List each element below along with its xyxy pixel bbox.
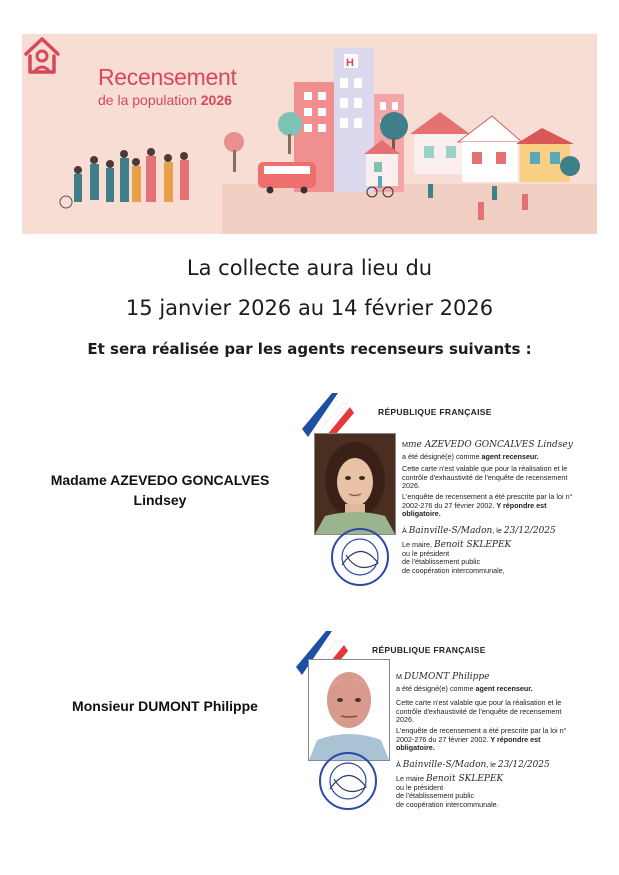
card-mayor: Le maire, Benoit SKLEPEK ou le président de l'établissement public de coopération intercommunale, bbox=[402, 540, 512, 575]
card-name-line: M DUMONT Philippe bbox=[396, 672, 490, 682]
collection-intro: La collecte aura lieu du bbox=[186, 256, 433, 280]
agent-photo bbox=[308, 659, 390, 761]
logo-year: 2026 bbox=[200, 92, 232, 108]
card-designation: a été désigné(e) comme agent recenseur. bbox=[396, 684, 533, 693]
card-header: RÉPUBLIQUE FRANÇAISE bbox=[372, 645, 486, 655]
card-validity: Cette carte n'est valable que pour la réalisation et le contrôle d'exhaustivité de l'enquête de recensement 2026. bbox=[402, 464, 568, 491]
house-person-icon bbox=[22, 34, 62, 76]
agent-name-2: Monsieur DUMONT Philippe bbox=[72, 698, 258, 714]
town-hall-stamp bbox=[316, 749, 380, 813]
collection-dates: 15 janvier 2026 au 14 février 2026 bbox=[125, 296, 494, 320]
handwritten-name: DUMONT Philippe bbox=[404, 672, 490, 682]
card-place-date: À Bainville-S/Madon, le 23/12/2025 bbox=[402, 526, 556, 536]
card-place-date: À Bainville-S/Madon, le 23/12/2025 bbox=[396, 760, 550, 770]
card-name-line: Mme AZEVEDO GONCALVES Lindsey bbox=[402, 440, 573, 450]
logo-subtitle: de la population 2026 bbox=[98, 92, 232, 108]
card-mayor: Le maire Benoit SKLEPEK ou le président de l'établissement public de coopération intercommunale. bbox=[396, 774, 504, 809]
logo-title: Recensement bbox=[98, 64, 237, 90]
agent-card-1 bbox=[302, 393, 602, 593]
card-designation: a été désigné(e) comme agent recenseur. bbox=[402, 452, 539, 461]
agents-intro: Et sera réalisée par les agents recenseurs suivants : bbox=[87, 340, 532, 358]
town-hall-stamp bbox=[328, 525, 392, 589]
card-validity: Cette carte n'est valable que pour la réalisation et le contrôle d'exhaustivité de l'enquête de recensement 2026. bbox=[396, 698, 562, 725]
agent-photo bbox=[314, 433, 396, 535]
svg-text:H: H bbox=[346, 57, 354, 69]
agent-name-1-line2: Lindsey bbox=[133, 492, 187, 508]
card-law: L'enquête de recensement a été prescrite par la loi n° 2002-276 du 27 février 2002. Y répondre est obligatoire. bbox=[396, 726, 567, 753]
card-header: RÉPUBLIQUE FRANÇAISE bbox=[378, 407, 492, 417]
card-law: L'enquête de recensement a été prescrite par la loi n° 2002-276 du 27 février 2002. Y répondre est obligatoire. bbox=[402, 492, 573, 519]
census-banner bbox=[22, 34, 597, 234]
agent-card-2 bbox=[296, 631, 596, 831]
agent-name-1 bbox=[44, 470, 276, 510]
agent-name-1-line1: Madame AZEVEDO GONCALVES bbox=[50, 472, 270, 488]
handwritten-name: me AZEVEDO GONCALVES Lindsey bbox=[408, 440, 573, 450]
